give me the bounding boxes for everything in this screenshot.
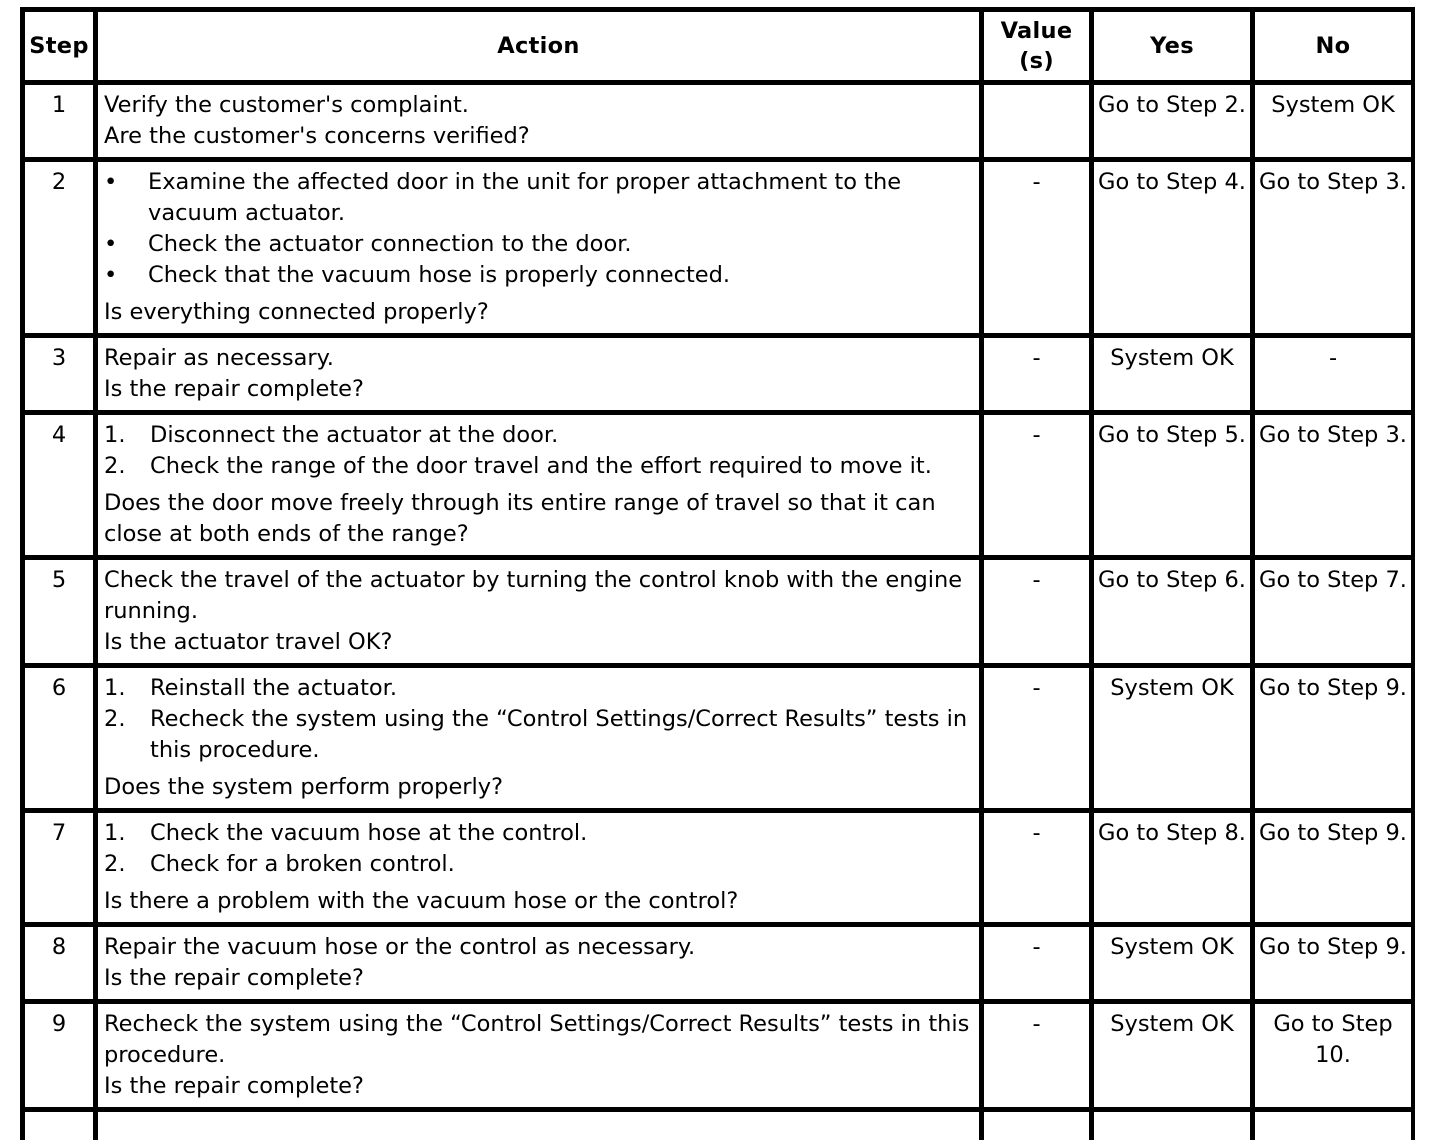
action-question: Is the repair complete? xyxy=(104,376,364,402)
list-item xyxy=(104,167,973,229)
step-cell: 2 xyxy=(23,160,96,336)
step-cell xyxy=(23,1110,96,1140)
action-question: Does the system perform properly? xyxy=(104,774,504,800)
header-value: Value (s) xyxy=(982,10,1092,83)
list-item xyxy=(104,818,973,849)
no-cell: Go to Step 3. xyxy=(1253,160,1414,336)
action-text: Recheck the system using the “Control Settings/Correct Results” tests in this procedure. xyxy=(104,1011,970,1068)
action-question: Is the repair complete? xyxy=(104,1073,364,1099)
list-item xyxy=(104,229,973,260)
no-cell: Go to Step 9. xyxy=(1253,666,1414,811)
list-number: 1. xyxy=(104,422,126,448)
step-cell: 4 xyxy=(23,413,96,558)
no-cell: Go to Step 7. xyxy=(1253,558,1414,666)
list-item-text: Check the vacuum hose at the control. xyxy=(150,820,588,846)
numbered-list xyxy=(104,818,973,880)
step-cell: 9 xyxy=(23,1002,96,1110)
action-cell xyxy=(96,925,982,1002)
list-item-text: Check the range of the door travel and the effort required to move it. xyxy=(150,453,932,479)
action-cell xyxy=(96,336,982,413)
action-text: Check the travel of the actuator by turning the control knob with the engine running. xyxy=(104,567,963,624)
list-item-text: Recheck the system using the “Control Settings/Correct Results” tests in this procedure. xyxy=(150,706,968,763)
yes-cell: System OK xyxy=(1092,1002,1253,1110)
yes-cell: System OK xyxy=(1092,336,1253,413)
header-yes: Yes xyxy=(1092,10,1253,83)
list-item-text: Check the actuator connection to the door. xyxy=(148,231,632,257)
value-cell: - xyxy=(982,558,1092,666)
table-row xyxy=(23,1002,1414,1110)
yes-cell: Go to Step 8. xyxy=(1092,811,1253,925)
header-action: Action xyxy=(96,10,982,83)
list-item xyxy=(104,704,973,766)
value-cell: - xyxy=(982,336,1092,413)
list-item-text: Disconnect the actuator at the door. xyxy=(150,422,559,448)
list-item-text: Check that the vacuum hose is properly connected. xyxy=(148,262,731,288)
table-row xyxy=(23,811,1414,925)
action-cell xyxy=(96,83,982,160)
yes-cell: Go to Step 5. xyxy=(1092,413,1253,558)
table-row xyxy=(23,413,1414,558)
no-cell: Go to Step 9. xyxy=(1253,811,1414,925)
action-question: Are the customer's concerns verified? xyxy=(104,123,530,149)
yes-cell: System OK xyxy=(1092,666,1253,811)
no-cell: System OK xyxy=(1253,83,1414,160)
list-item-text: Examine the affected door in the unit for proper attachment to the vacuum actuator. xyxy=(148,169,902,226)
value-cell: - xyxy=(982,160,1092,336)
action-question: Does the door move freely through its entire range of travel so that it can close at both ends of the range? xyxy=(104,490,936,547)
header-step: Step xyxy=(23,10,96,83)
table-row xyxy=(23,160,1414,336)
value-cell: - xyxy=(982,666,1092,811)
numbered-list xyxy=(104,673,973,766)
no-cell: - xyxy=(1253,336,1414,413)
list-item xyxy=(104,451,973,482)
yes-cell: Go to Step 4. xyxy=(1092,160,1253,336)
table-row xyxy=(23,666,1414,811)
bullet-list xyxy=(104,167,973,291)
list-number: 2. xyxy=(104,706,126,732)
action-cell xyxy=(96,160,982,336)
yes-cell: Go to Step 6. xyxy=(1092,558,1253,666)
list-item xyxy=(104,673,973,704)
action-cell xyxy=(96,811,982,925)
header-no: No xyxy=(1253,10,1414,83)
value-cell xyxy=(982,83,1092,160)
table-row-continued xyxy=(23,1110,1414,1140)
list-number: 2. xyxy=(104,453,126,479)
value-cell: - xyxy=(982,925,1092,1002)
bullet-marker: • xyxy=(104,231,118,257)
table-row xyxy=(23,83,1414,160)
table-row xyxy=(23,558,1414,666)
action-question: Is the repair complete? xyxy=(104,965,364,991)
action-cell xyxy=(96,666,982,811)
step-cell: 7 xyxy=(23,811,96,925)
table-row xyxy=(23,336,1414,413)
action-text: Repair the vacuum hose or the control as necessary. xyxy=(104,934,696,960)
bullet-marker: • xyxy=(104,169,118,195)
header-row xyxy=(23,10,1414,83)
no-cell: Go to Step 9. xyxy=(1253,925,1414,1002)
step-cell: 8 xyxy=(23,925,96,1002)
list-item xyxy=(104,849,973,880)
yes-cell: Go to Step 2. xyxy=(1092,83,1253,160)
no-cell xyxy=(1253,1110,1414,1140)
yes-cell: System OK xyxy=(1092,925,1253,1002)
yes-cell xyxy=(1092,1110,1253,1140)
step-cell: 6 xyxy=(23,666,96,811)
diagnostic-table-container xyxy=(20,7,1415,1140)
action-cell xyxy=(96,413,982,558)
bullet-marker: • xyxy=(104,262,118,288)
action-cell xyxy=(96,1002,982,1110)
action-question: Is there a problem with the vacuum hose or the control? xyxy=(104,888,739,914)
list-number: 1. xyxy=(104,820,126,846)
no-cell: Go to Step 10. xyxy=(1253,1002,1414,1110)
list-item-text: Reinstall the actuator. xyxy=(150,675,397,701)
action-text: Repair as necessary. xyxy=(104,345,334,371)
step-cell: 1 xyxy=(23,83,96,160)
value-cell: - xyxy=(982,413,1092,558)
step-cell: 3 xyxy=(23,336,96,413)
action-cell xyxy=(96,1110,982,1140)
action-question: Is the actuator travel OK? xyxy=(104,629,393,655)
numbered-list xyxy=(104,420,973,482)
value-cell: - xyxy=(982,811,1092,925)
diagnostic-table xyxy=(20,7,1415,1140)
action-question: Is everything connected properly? xyxy=(104,299,489,325)
action-text: Verify the customer's complaint. xyxy=(104,92,469,118)
list-number: 1. xyxy=(104,675,126,701)
step-cell: 5 xyxy=(23,558,96,666)
no-cell: Go to Step 3. xyxy=(1253,413,1414,558)
action-cell xyxy=(96,558,982,666)
value-cell xyxy=(982,1110,1092,1140)
list-item xyxy=(104,420,973,451)
table-row xyxy=(23,925,1414,1002)
list-item xyxy=(104,260,973,291)
list-item-text: Check for a broken control. xyxy=(150,851,455,877)
list-number: 2. xyxy=(104,851,126,877)
value-cell: - xyxy=(982,1002,1092,1110)
